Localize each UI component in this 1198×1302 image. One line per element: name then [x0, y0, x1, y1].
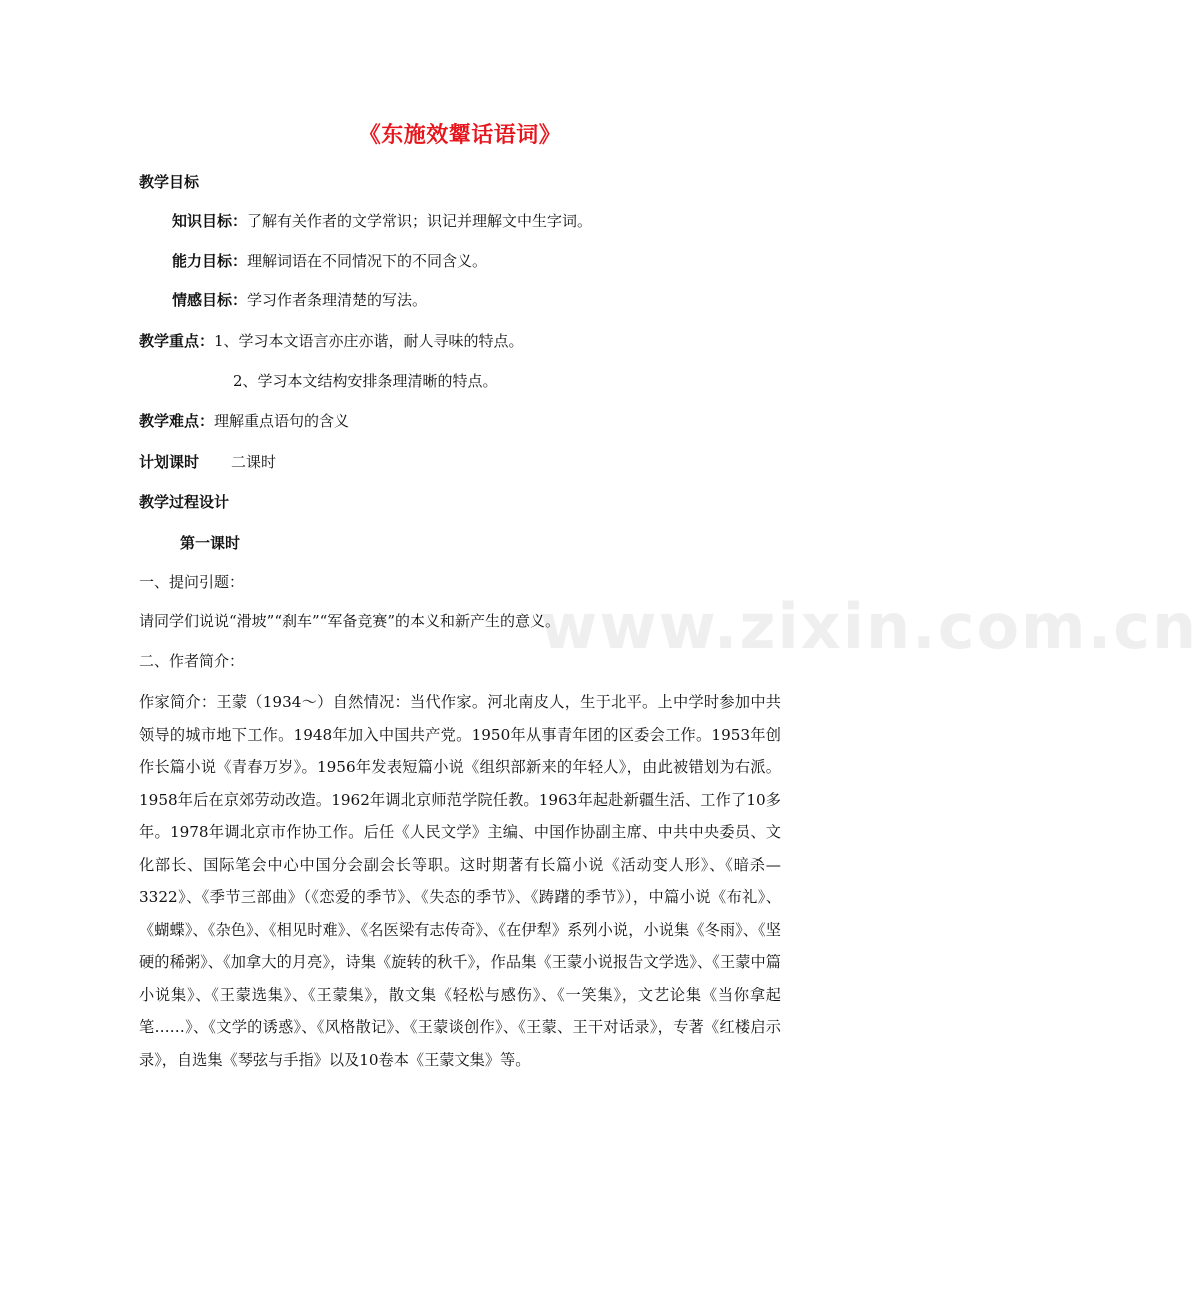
key-point-2: 2、学习本文结构安排条理清晰的特点。: [233, 372, 498, 390]
objectives-heading: 教学目标: [139, 173, 200, 191]
emotion-objective-label: 情感目标：: [172, 291, 248, 309]
emotion-objective: [172, 290, 427, 310]
document-title: 《东施效颦话语词》: [358, 122, 562, 148]
emotion-objective-text: 学习作者条理清楚的写法。: [247, 291, 428, 309]
process-heading: 教学过程设计: [139, 493, 230, 511]
key-points: [139, 331, 524, 351]
ability-objective-text: 理解词语在不同情况下的不同含义。: [247, 252, 488, 270]
author-bio-paragraph: 作家简介：王蒙（1934～）自然情况：当代作家。河北南皮人，生于北平。上中学时参加中共领导的城市地下工作。1948年加入中国共产党。1950年从事青年团的区委会工作。1953年创作长篇小说《青春万岁》。1956年发表短篇小说《组织部新来的年轻人》，由此被错划为右派。1958年后在京郊劳动改造。1962年调北京师范学院任教。1963年起赴新疆生活、工作了10多年。1978年调北京市作协工作。后任《人民文学》主编、中国作协副主席、中共中央委员、文化部长、国际笔会中心中国分会副会长等职。这时期著有长篇小说《活动变人形》、《暗杀—3322》、《季节三部曲》（《恋爱的季节》、《失态的季节》、《踌躇的季节》），中篇小说《布礼》、《蝴蝶》、《杂色》、《相见时难》、《名医梁有志传奇》、《在伊犁》系列小说，小说集《冬雨》、《坚硬的稀粥》、《加拿大的月亮》，诗集《旋转的秋千》，作品集《王蒙小说报告文学选》、《王蒙中篇小说集》、《王蒙选集》、《王蒙集》，散文集《轻松与感伤》、《一笑集》，文艺论集《当你拿起笔……》、《文学的诱惑》、《风格散记》、《王蒙谈创作》、《王蒙、王干对话录》，专著《红楼启示录》，自选集《琴弦与手指》以及10卷本《王蒙文集》等。: [139, 693, 781, 1069]
lesson-heading: 第一课时: [180, 534, 241, 552]
key-point-1: 1、学习本文语言亦庄亦谐，耐人寻味的特点。: [214, 332, 524, 350]
section1-text: 请同学们说说“滑坡”“刹车”“军备竞赛”的本义和新产生的意义。: [139, 612, 561, 630]
key-points-label: 教学重点：: [139, 332, 215, 350]
section2-heading: 二、作者简介：: [139, 652, 245, 670]
knowledge-objective: [172, 211, 592, 231]
schedule: [139, 452, 276, 472]
schedule-value: 二课时: [231, 453, 277, 471]
section1-heading: 一、提问引题：: [139, 573, 245, 591]
difficulty-text: 理解重点语句的含义: [214, 412, 350, 430]
ability-objective: [172, 251, 487, 271]
knowledge-objective-text: 了解有关作者的文学常识；识记并理解文中生字词。: [247, 212, 593, 230]
watermark: www.zixin.com.cn: [540, 590, 1198, 663]
knowledge-objective-label: 知识目标：: [172, 212, 248, 230]
schedule-label: 计划课时: [139, 453, 200, 471]
difficulty-label: 教学难点：: [139, 412, 215, 430]
difficulty: [139, 411, 349, 431]
ability-objective-label: 能力目标：: [172, 252, 248, 270]
